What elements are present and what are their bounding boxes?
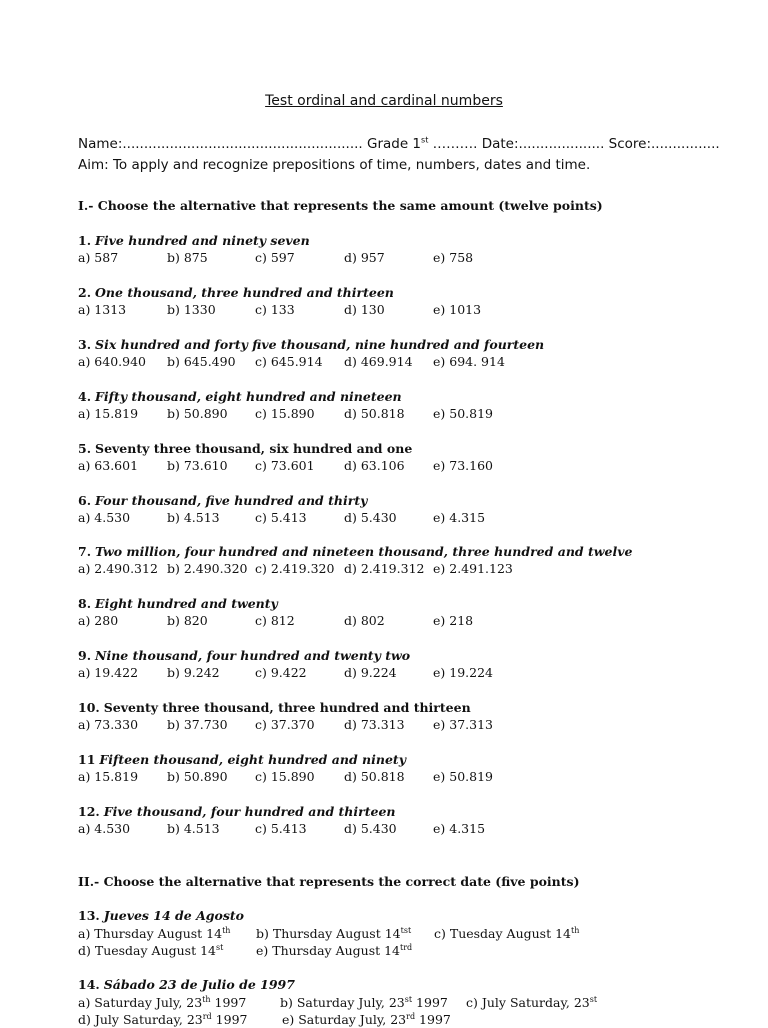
question-text: Five hundred and ninety seven — [95, 233, 310, 248]
question-10 — [78, 700, 471, 715]
option-c[interactable]: c) 5.413 — [255, 510, 307, 525]
question-5 — [78, 441, 412, 456]
option-d[interactable]: d) 9.224 — [344, 665, 397, 680]
question-text: Fifty thousand, eight hundred and nineteen — [95, 389, 402, 404]
question-number: 6. — [78, 493, 92, 508]
option-a[interactable]: a) 280 — [78, 613, 119, 628]
question-7 — [78, 544, 632, 559]
option-e[interactable]: e) 218 — [433, 613, 474, 628]
student-info-line — [78, 136, 720, 152]
option-d[interactable]: d) 957 — [344, 250, 385, 265]
question-number: 2. — [78, 285, 92, 300]
option-e[interactable]: e) 4.315 — [433, 821, 486, 836]
grade-suffix: st — [421, 135, 429, 145]
question-number: 3. — [78, 337, 92, 352]
option-d[interactable]: d) 469.914 — [344, 354, 413, 369]
question-number: 11 — [78, 752, 96, 767]
option-b[interactable]: b) 875 — [167, 250, 208, 265]
option-d[interactable]: d) 63.106 — [344, 458, 405, 473]
option-a[interactable]: a) 15.819 — [78, 769, 139, 784]
question-7-options — [78, 561, 758, 577]
option-e[interactable]: e) 694. 914 — [433, 354, 505, 369]
question-6-options — [78, 510, 758, 526]
question-13 — [78, 908, 244, 923]
option-b[interactable]: b) 4.513 — [167, 510, 220, 525]
question-text: Seventy three thousand, three hundred and thirteen — [103, 700, 471, 715]
question-6 — [78, 493, 367, 508]
question-text: Jueves 14 de Agosto — [103, 908, 245, 923]
option-a[interactable]: a) 4.530 — [78, 510, 131, 525]
aim-line: Aim: To apply and recognize prepositions of time, numbers, dates and time. — [78, 157, 591, 173]
option-c[interactable]: c) Tuesday August 14th — [434, 925, 580, 941]
question-5-options — [78, 458, 758, 474]
question-9-options — [78, 665, 758, 681]
option-c[interactable]: c) 645.914 — [255, 354, 323, 369]
name-grade-field: Name:........................................................ Grade 1 — [78, 136, 422, 152]
option-a[interactable]: a) Thursday August 14th — [78, 925, 231, 941]
option-a[interactable]: a) 63.601 — [78, 458, 139, 473]
question-1-options — [78, 250, 758, 266]
question-number: 5. — [78, 441, 92, 456]
question-number: 7. — [78, 544, 92, 559]
option-c[interactable]: c) 2.419.320 — [255, 561, 335, 576]
option-c[interactable]: c) 812 — [255, 613, 295, 628]
option-b[interactable]: b) 9.242 — [167, 665, 220, 680]
option-c[interactable]: c) 73.601 — [255, 458, 315, 473]
question-12 — [78, 804, 396, 819]
option-c[interactable]: c) 5.413 — [255, 821, 307, 836]
option-c[interactable]: c) 9.422 — [255, 665, 307, 680]
question-text: Nine thousand, four hundred and twenty two — [95, 648, 411, 663]
option-d[interactable]: d) July Saturday, 23rd 1997 — [78, 1011, 248, 1027]
question-text: Four thousand, five hundred and thirty — [95, 493, 368, 508]
question-number: 1. — [78, 233, 92, 248]
option-a[interactable]: a) 73.330 — [78, 717, 139, 732]
question-number: 13. — [78, 908, 100, 923]
option-c[interactable]: c) 597 — [255, 250, 295, 265]
question-8 — [78, 596, 278, 611]
question-text-prefix: Se — [95, 441, 113, 456]
question-text: Six hundred and forty five thousand, nine hundred and fourteen — [95, 337, 545, 352]
question-8-options — [78, 613, 758, 629]
option-b[interactable]: b) Saturday July, 23st 1997 — [280, 994, 448, 1010]
question-text: Sábado 23 de Julio de 1997 — [103, 977, 295, 992]
question-11 — [78, 752, 406, 767]
question-3-options — [78, 354, 758, 370]
option-c[interactable]: c) July Saturday, 23st — [466, 994, 598, 1010]
question-number: 9. — [78, 648, 92, 663]
question-1 — [78, 233, 310, 248]
option-b[interactable]: b) 820 — [167, 613, 208, 628]
option-e[interactable]: e) 19.224 — [433, 665, 493, 680]
option-b[interactable]: b) 73.610 — [167, 458, 228, 473]
question-13-options-row1 — [78, 926, 758, 942]
option-c[interactable]: c) 133 — [255, 302, 295, 317]
question-12-options — [78, 821, 758, 837]
option-e[interactable]: e) 4.315 — [433, 510, 486, 525]
option-e[interactable]: e) 1013 — [433, 302, 482, 317]
option-b[interactable]: b) 1330 — [167, 302, 216, 317]
option-a[interactable]: a) 2.490.312 — [78, 561, 158, 576]
option-a[interactable]: a) Saturday July, 23th 1997 — [78, 994, 247, 1010]
option-d[interactable]: d) 5.430 — [344, 510, 397, 525]
question-number: 14. — [78, 977, 100, 992]
question-9 — [78, 648, 410, 663]
question-text: Fifteen thousand, eight hundred and ninety — [99, 752, 406, 767]
question-2-options — [78, 302, 758, 318]
question-text: One thousand, three hundred and thirteen — [95, 285, 394, 300]
option-a[interactable]: a) 15.819 — [78, 406, 139, 421]
option-e[interactable]: e) 50.819 — [433, 769, 493, 784]
date-score-field: ………. Date:.................... Score:................ — [428, 136, 720, 152]
question-14-options-row2 — [78, 1012, 758, 1028]
question-3 — [78, 337, 544, 352]
question-2 — [78, 285, 394, 300]
option-b[interactable]: b) 50.890 — [167, 406, 228, 421]
option-e[interactable]: e) Saturday July, 23rd 1997 — [282, 1011, 451, 1027]
question-number: 12. — [78, 804, 100, 819]
option-a[interactable]: a) 4.530 — [78, 821, 131, 836]
option-d[interactable]: d) 130 — [344, 302, 385, 317]
question-text: Eight hundred and twenty — [95, 596, 278, 611]
option-d[interactable]: d) Tuesday August 14st — [78, 942, 224, 958]
option-d[interactable]: d) 50.818 — [344, 406, 405, 421]
question-number: 10. — [78, 700, 100, 715]
question-4-options — [78, 406, 758, 422]
option-e[interactable]: e) 50.819 — [433, 406, 493, 421]
option-d[interactable]: d) 802 — [344, 613, 385, 628]
question-14 — [78, 977, 295, 992]
option-c[interactable]: c) 15.890 — [255, 406, 315, 421]
option-b[interactable]: b) 2.490.320 — [167, 561, 248, 576]
option-e[interactable]: e) Thursday August $14^{trd}$ — [256, 942, 413, 958]
question-number: 4. — [78, 389, 92, 404]
option-e[interactable]: e) 73.160 — [433, 458, 493, 473]
option-a[interactable]: a) 19.422 — [78, 665, 139, 680]
question-number: 8. — [78, 596, 92, 611]
option-e[interactable]: e) 758 — [433, 250, 474, 265]
option-d[interactable]: d) 5.430 — [344, 821, 397, 836]
question-4 — [78, 389, 402, 404]
option-c[interactable]: c) 15.890 — [255, 769, 315, 784]
question-14-options-row1 — [78, 995, 758, 1011]
option-a[interactable]: a) 1313 — [78, 302, 127, 317]
question-13-options-row2 — [78, 943, 758, 959]
option-b[interactable]: b) 37.730 — [167, 717, 228, 732]
option-a[interactable]: a) 587 — [78, 250, 119, 265]
option-e[interactable]: e) 2.491.123 — [433, 561, 513, 576]
section-1-heading: I.- Choose the alternative that represents the same amount (twelve points) — [78, 198, 603, 213]
option-a[interactable]: a) 640.940 — [78, 354, 146, 369]
question-text: Two million, four hundred and nineteen thousand, three hundred and twelve — [95, 544, 633, 559]
option-c[interactable]: c) 37.370 — [255, 717, 315, 732]
question-text: Five thousand, four hundred and thirteen — [103, 804, 396, 819]
question-text: venty three thousand, six hundred and one — [112, 441, 413, 456]
option-d[interactable]: d) 73.313 — [344, 717, 405, 732]
option-d[interactable]: d) 50.818 — [344, 769, 405, 784]
option-d[interactable]: d) 2.419.312 — [344, 561, 425, 576]
page-title: Test ordinal and cardinal numbers — [265, 93, 503, 109]
option-e[interactable]: e) 37.313 — [433, 717, 493, 732]
question-10-options — [78, 717, 758, 733]
option-b[interactable]: b) 50.890 — [167, 769, 228, 784]
question-11-options — [78, 769, 758, 785]
section-2-heading: II.- Choose the alternative that represents the correct date (five points) — [78, 874, 580, 889]
option-b[interactable]: b) 645.490 — [167, 354, 236, 369]
option-b[interactable]: b) Thursday August $14^{tst}$ — [256, 925, 412, 941]
option-b[interactable]: b) 4.513 — [167, 821, 220, 836]
